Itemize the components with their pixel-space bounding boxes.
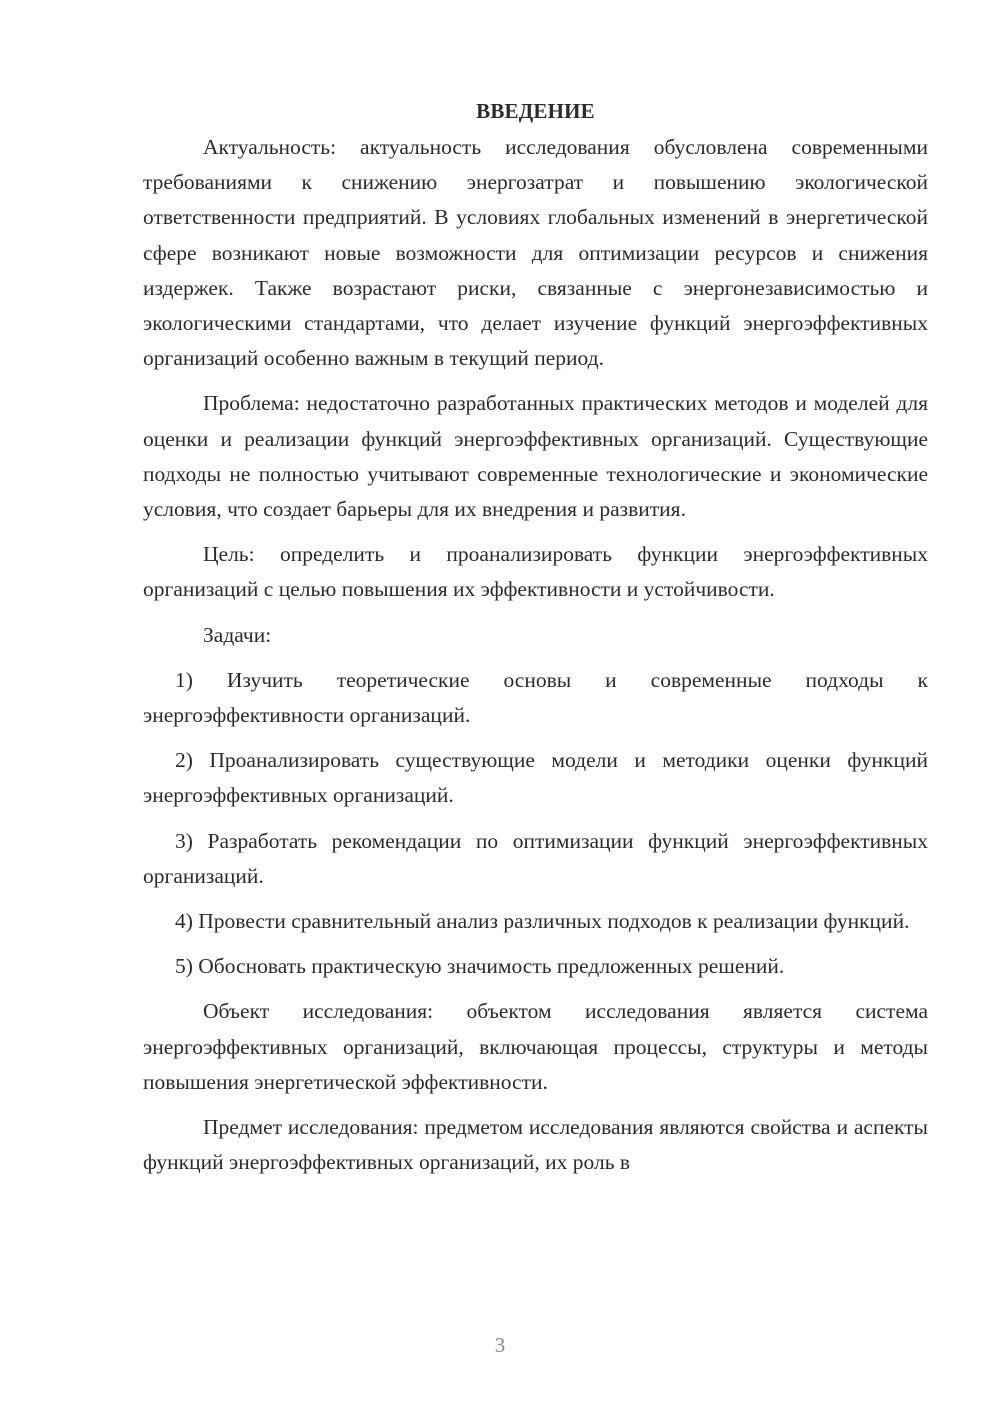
page-content: [143, 94, 928, 1190]
task-item-2: 2) Проанализировать существующие модели и методики оценки функций энергоэффективных организаций.: [143, 748, 928, 808]
task-item-5: 5) Обосновать практическую значимость предложенных решений.: [175, 954, 785, 979]
task-item-1: 1) Изучить теоретические основы и современные подходы к энергоэффективности организаций.: [143, 667, 928, 728]
page-number: 3: [494, 1333, 506, 1357]
paragraph-problem: Проблема: недостаточно разработанных практических методов и моделей для оценки и реализации функций энергоэффективных организаций. Существующие подходы не полностью учитывают современные технологические и экономические условия, что создает барьеры для их внедрения и развития.: [143, 391, 928, 522]
paragraph-relevance: Актуальность: актуальность исследования обусловлена современными требованиями к снижению энергозатрат и повышению экологической ответственности предприятий. В условиях глобальных изменений в энергетической сфере возникают новые возможности для оптимизации ресурсов и снижения издержек. Также возрастают риски, связанные с энергонезависимостью и экологическими стандартами, что делает изучение функций энергоэффективных организаций особенно важным в текущий период.: [143, 135, 928, 371]
task-item-4: 4) Провести сравнительный анализ различных подходов к реализации функций.: [175, 909, 910, 934]
paragraph-tasks-label: Задачи:: [203, 622, 272, 647]
task-item-3: 3) Разработать рекомендации по оптимизации функций энергоэффективных организаций.: [143, 828, 928, 888]
paragraph-subject: Предмет исследования: предметом исследования являются свойства и аспекты функций энергоэффективных организаций, их роль в: [143, 1115, 928, 1175]
paragraph-object: Объект исследования: объектом исследования является система энергоэффективных организаций, включающая процессы, структуры и методы повышения энергетической эффективности.: [143, 999, 928, 1094]
section-heading: ВВЕДЕНИЕ: [476, 99, 595, 123]
paragraph-goal: Цель: определить и проанализировать функции энергоэффективных организаций с целью повышения их эффективности и устойчивости.: [143, 542, 928, 602]
